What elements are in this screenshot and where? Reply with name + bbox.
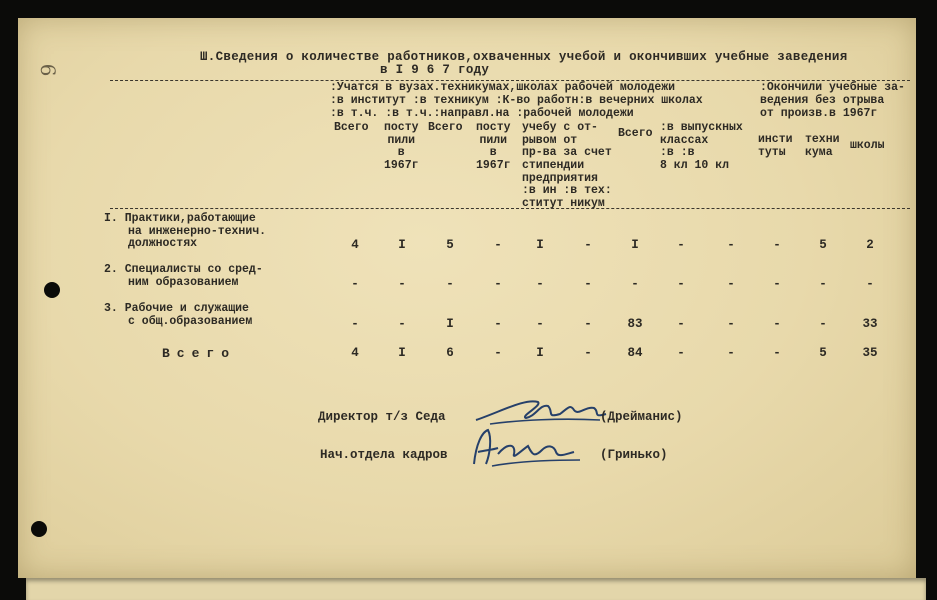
hr-head-name: (Гринько) <box>600 448 668 462</box>
header-group-graduated-3: от произв.в 1967г <box>760 107 878 120</box>
header-group-graduated-2: ведения без отрыва <box>760 94 885 107</box>
total-cell: 6 <box>446 346 454 360</box>
table-cell: - <box>727 277 735 291</box>
total-cell: - <box>773 346 781 360</box>
col-header-technicums: техни кума <box>805 133 840 159</box>
row-label-practitioners: I. Практики,работающие на инженерно-технич. должностях <box>104 212 267 251</box>
table-cell: - <box>398 317 406 331</box>
table-cell: - <box>727 238 735 252</box>
table-cell: - <box>351 317 359 331</box>
col-header-enrolled-tech: посту пили в 1967г <box>476 121 511 172</box>
col-header-schools: школы <box>850 139 885 152</box>
table-cell: - <box>773 277 781 291</box>
total-cell: - <box>494 346 502 360</box>
table-cell: - <box>584 238 592 252</box>
total-cell: 35 <box>862 346 878 360</box>
punch-hole <box>44 282 60 298</box>
table-cell: I <box>398 238 406 252</box>
col-header-total-inst: Всего <box>334 121 369 134</box>
total-cell: 4 <box>351 346 359 360</box>
table-cell: - <box>677 238 685 252</box>
next-page-edge <box>26 578 926 600</box>
director-name: (Дрейманис) <box>600 410 683 424</box>
table-cell: I <box>631 238 639 252</box>
total-row-label: Всего <box>162 346 237 361</box>
table-cell: I <box>536 238 544 252</box>
table-cell: - <box>536 277 544 291</box>
col-header-total-school: Всего <box>618 127 653 140</box>
table-cell: - <box>351 277 359 291</box>
table-cell: - <box>727 317 735 331</box>
total-cell: - <box>677 346 685 360</box>
total-cell: - <box>727 346 735 360</box>
row-label-specialists: 2. Специалисты со сред- ним образованием <box>104 263 263 289</box>
table-cell: - <box>494 238 502 252</box>
table-cell: I <box>446 317 454 331</box>
table-cell: - <box>584 277 592 291</box>
total-cell: 5 <box>819 346 827 360</box>
table-cell: - <box>536 317 544 331</box>
row-label-workers: 3. Рабочие и служащие с общ.образованием <box>104 302 253 328</box>
hr-head-label: Нач.отдела кадров <box>320 448 448 462</box>
header-subgroups: :в институт :в техникум :К-во работн:в вечерних школах <box>330 94 703 107</box>
col-header-total-tech: Всего <box>428 121 463 134</box>
table-cell: 2 <box>866 238 874 252</box>
col-header-enrolled-inst: посту пили в 1967г <box>384 121 419 172</box>
total-cell: - <box>584 346 592 360</box>
table-cell: - <box>677 317 685 331</box>
director-label: Директор т/з Седа <box>318 410 446 424</box>
table-cell: 83 <box>627 317 643 331</box>
table-cell: - <box>866 277 874 291</box>
table-cell: - <box>446 277 454 291</box>
header-subgroups-2: :в т.ч. :в т.ч.:направл.на :рабочей молодежи <box>330 107 634 120</box>
table-cell: - <box>631 277 639 291</box>
col-header-institutes: инсти туты <box>758 133 793 159</box>
table-cell: - <box>584 317 592 331</box>
hr-head-signature <box>462 424 587 474</box>
total-cell: 84 <box>627 346 643 360</box>
table-cell: - <box>494 317 502 331</box>
table-cell: 33 <box>862 317 878 331</box>
table-cell: - <box>773 317 781 331</box>
table-cell: - <box>773 238 781 252</box>
section-title: Ш.Сведения о количестве работников,охваченных учебой и окончивших учебные заведения <box>200 50 848 64</box>
total-cell: I <box>536 346 544 360</box>
col-header-sent-to-study: учебу с от- рывом от пр-ва за счет стипендии предприятия :в ин :в тех: ститут никум <box>522 121 612 210</box>
table-cell: - <box>819 277 827 291</box>
table-cell: 5 <box>446 238 454 252</box>
punch-hole <box>31 521 47 537</box>
table-cell: - <box>398 277 406 291</box>
table-cell: - <box>494 277 502 291</box>
table-cell: - <box>819 317 827 331</box>
table-cell: 5 <box>819 238 827 252</box>
total-cell: I <box>398 346 406 360</box>
header-group-studying: :Учатся в вузах.техникумах,школах рабочей молодежи <box>330 81 676 94</box>
header-group-graduated: :Окончили учебные за- <box>760 81 905 94</box>
header-rule-bottom <box>110 208 910 209</box>
table-cell: - <box>677 277 685 291</box>
section-title-year: в I 9 6 7 году <box>380 63 490 77</box>
page-number-mark: 9 <box>36 63 61 77</box>
table-cell: 4 <box>351 238 359 252</box>
col-header-graduating: :в выпускных классах :в :в 8 кл 10 кл <box>660 121 743 172</box>
